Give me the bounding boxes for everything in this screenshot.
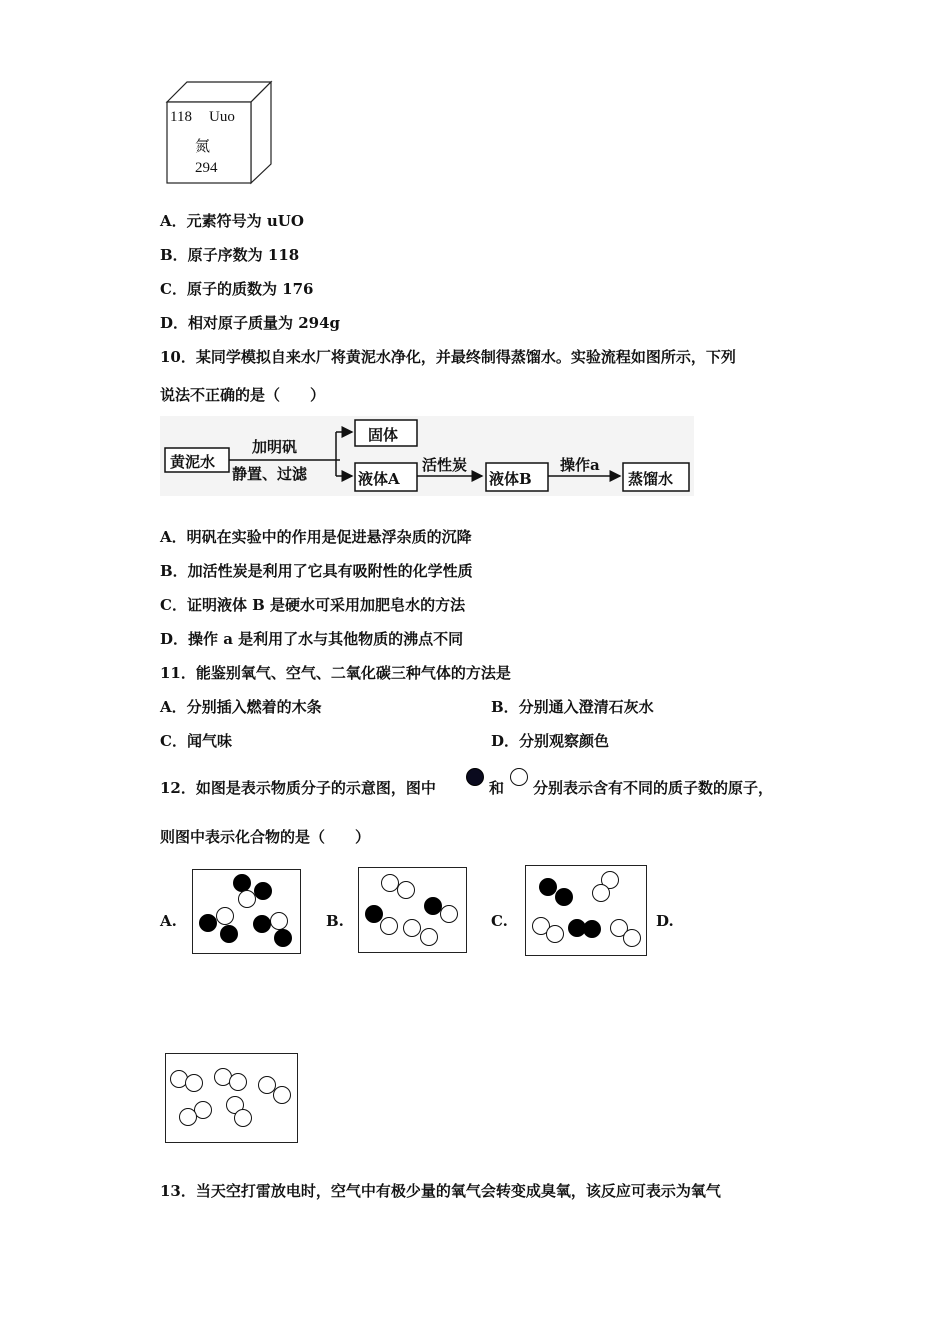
flow-liquidA-label: 液体A (358, 470, 400, 488)
element-symbol: Uuo (209, 109, 235, 125)
flow-start-label: 黄泥水 (170, 453, 216, 471)
q10-option-d: D．操作 a 是利用了水与其他物质的沸点不同 (160, 630, 464, 648)
q10-option-c: C．证明液体 B 是硬水可采用加肥皂水的方法 (160, 596, 466, 614)
q10-option-a: A．明矾在实验中的作用是促进悬浮杂质的沉降 (160, 528, 472, 546)
element-name: 氮 (195, 137, 211, 155)
q12-stem-part2: 分别表示含有不同的质子数的原子， (533, 779, 774, 797)
purification-flow-diagram (160, 416, 694, 496)
q12-stem-line2: 则图中表示化合物的是（ ） (160, 828, 371, 846)
q9-option-d: D．相对原子质量为 294g (160, 314, 341, 332)
element-card (165, 80, 275, 185)
molecule-diagram-b (358, 867, 467, 953)
molecule-diagram-d (165, 1053, 298, 1143)
molecule-diagram-c (525, 865, 647, 956)
element-number: 118 (170, 109, 192, 125)
q9-option-a: A．元素符号为 uUO (160, 212, 304, 230)
q11-option-b: B．分别通入澄清石灰水 (491, 698, 654, 716)
q12-label-c: C. (491, 912, 508, 930)
black-atom-icon (465, 766, 485, 788)
flow-solid-label: 固体 (368, 426, 399, 444)
flow-liquidB-label: 液体B (489, 470, 532, 488)
q11-option-d: D．分别观察颜色 (491, 732, 610, 750)
q13-stem: 13．当天空打雷放电时，空气中有极少量的氧气会转变成臭氧，该反应可表示为氧气 (160, 1182, 721, 1200)
molecule-diagram-a (192, 869, 301, 954)
q9-option-b: B．原子序数为 118 (160, 246, 300, 264)
q10-stem-line1: 10．某同学模拟自来水厂将黄泥水净化，并最终制得蒸馏水。实验流程如图所示，下列 (160, 348, 736, 366)
flow-step3-label: 操作a (560, 456, 600, 474)
flow-step1-top: 加明矾 (252, 438, 298, 456)
q10-option-b: B．加活性炭是利用了它具有吸附性的化学性质 (160, 562, 473, 580)
flow-step2-label: 活性炭 (422, 456, 468, 474)
flow-end-label: 蒸馏水 (628, 470, 674, 488)
q12-stem-part1: 12．如图是表示物质分子的示意图，图中 (160, 779, 436, 797)
q11-option-c: C．闻气味 (160, 732, 232, 750)
element-card-box (165, 80, 275, 185)
element-mass: 294 (195, 160, 218, 176)
white-atom-icon (509, 766, 529, 788)
q11-stem: 11．能鉴别氧气、空气、二氧化碳三种气体的方法是 (160, 664, 511, 682)
q12-label-a: A. (160, 912, 177, 930)
q9-option-c: C．原子的质数为 176 (160, 280, 314, 298)
q11-option-a: A．分别插入燃着的木条 (160, 698, 322, 716)
q12-label-d: D. (656, 912, 674, 930)
q10-stem-line2: 说法不正确的是（ ） (160, 386, 326, 404)
q12-stem-and: 和 (489, 779, 505, 797)
q12-label-b: B. (326, 912, 344, 930)
flow-step1-bottom: 静置、过滤 (232, 465, 308, 483)
